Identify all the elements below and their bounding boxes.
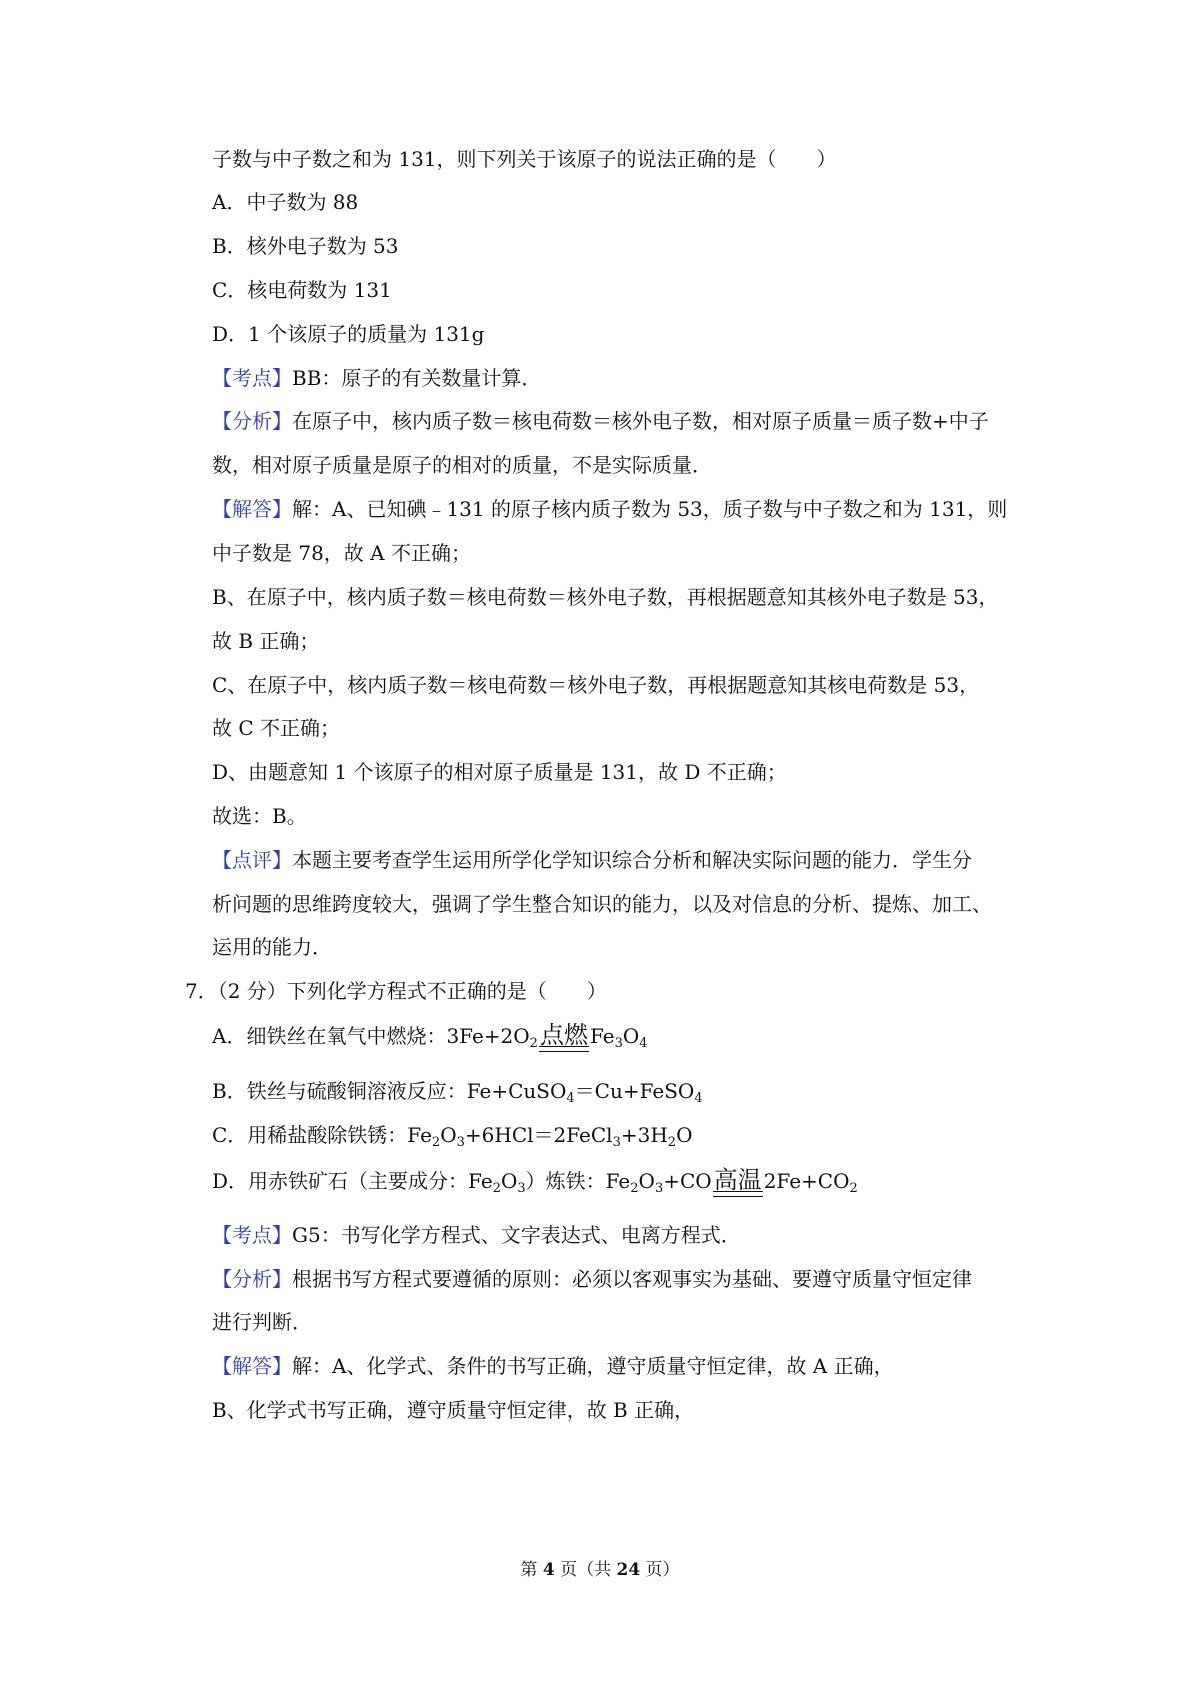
- page-number: 4: [542, 1560, 555, 1580]
- text: D．用赤铁矿石（主要成分：Fe: [212, 1169, 493, 1193]
- text: 根据书写方程式要遵循的原则：必须以客观事实为基础、要遵守质量守恒定律: [292, 1267, 972, 1291]
- q7-jieda-line: [212, 1352, 894, 1380]
- subscript: 3: [614, 1036, 623, 1051]
- q7-fenxi-line: [212, 1265, 972, 1293]
- text: G5：书写化学方程式、文字表达式、电离方程式．: [292, 1223, 741, 1247]
- text: 进行判断．: [212, 1310, 312, 1334]
- question-7-stem: [185, 977, 607, 1005]
- text: B．核外电子数为 53: [212, 234, 399, 258]
- text: 2Fe+CO: [763, 1169, 850, 1193]
- text: O: [638, 1169, 655, 1193]
- dianping-line-2: [212, 890, 992, 918]
- jieda-line: [212, 495, 1007, 523]
- text: D、由题意知 1 个该原子的相对原子质量是 131，故 D 不正确；: [212, 760, 787, 784]
- text: O: [676, 1123, 693, 1147]
- text: B．铁丝与硫酸铜溶液反应：Fe+CuSO: [212, 1079, 567, 1103]
- text: +6HCl＝2FeCl: [464, 1123, 613, 1147]
- text: Fe: [589, 1024, 615, 1048]
- q7-option-b: [212, 1077, 703, 1105]
- text: O: [622, 1024, 640, 1048]
- text: O: [440, 1123, 457, 1147]
- q7-option-c: [212, 1121, 692, 1149]
- text: 数，相对原子质量是原子的相对的质量，不是实际质量．: [212, 453, 712, 477]
- q7-option-d: [212, 1166, 858, 1195]
- text: 页（共: [554, 1560, 617, 1580]
- text: B、在原子中，核内质子数＝核电荷数＝核外电子数，再根据题意知其核外电子数是 53，: [212, 585, 999, 609]
- text: 解：A、已知碘﹣131 的原子核内质子数为 53，质子数与中子数之和为 131，则: [292, 497, 1008, 521]
- subscript: 3: [612, 1135, 621, 1150]
- text: D．1 个该原子的质量为 131g: [212, 322, 485, 346]
- q7-fenxi-line-2: [212, 1308, 312, 1336]
- text: 本题主要考查学生运用所学化学知识综合分析和解决实际问题的能力．学生分: [292, 848, 972, 872]
- text: C．用稀盐酸除铁锈：Fe: [212, 1123, 432, 1147]
- jieda-line-6: [212, 714, 340, 742]
- text: 故 C 不正确；: [212, 716, 341, 740]
- subscript: 3: [517, 1181, 526, 1196]
- page-footer: [0, 1558, 1200, 1582]
- q7-jieda-line-2: [212, 1396, 694, 1424]
- text: 解：A、化学式、条件的书写正确，遵守质量守恒定律，故 A 正确，: [292, 1354, 894, 1378]
- subscript: 2: [431, 1135, 441, 1150]
- subscript: 4: [566, 1091, 575, 1106]
- text: O: [500, 1169, 518, 1193]
- option-c: [212, 276, 392, 304]
- text: 析问题的思维跨度较大，强调了学生整合知识的能力，以及对信息的分析、提炼、加工、: [212, 892, 992, 916]
- jieda-line-4: [212, 627, 319, 655]
- reaction-condition: 点燃: [539, 1021, 588, 1049]
- text: 第: [520, 1560, 543, 1580]
- jieda-line-2: [212, 539, 471, 567]
- dianping-line: [212, 846, 972, 874]
- subscript: 2: [849, 1181, 858, 1196]
- text: A．中子数为 88: [212, 190, 359, 214]
- text: +3H: [620, 1123, 668, 1147]
- subscript: 4: [694, 1091, 703, 1106]
- subscript: 4: [639, 1036, 648, 1051]
- answer-choice: [212, 802, 307, 830]
- page-total: 24: [616, 1560, 641, 1580]
- option-a: [212, 188, 358, 216]
- option-b: [212, 232, 399, 260]
- label-fenxi: 【分析】: [212, 409, 292, 433]
- label-kaodian: 【考点】: [212, 1223, 292, 1247]
- text: C．核电荷数为 131: [212, 278, 392, 302]
- label-dianping: 【点评】: [212, 848, 292, 872]
- text: BB：原子的有关数量计算．: [292, 366, 542, 390]
- text: ）炼铁：Fe: [525, 1169, 631, 1193]
- subscript: 2: [492, 1181, 501, 1196]
- label-jieda: 【解答】: [212, 1354, 292, 1378]
- fenxi-line-2: [212, 451, 712, 479]
- label-jieda: 【解答】: [212, 497, 292, 521]
- jieda-line-7: [212, 758, 787, 786]
- text: +CO: [663, 1169, 712, 1193]
- subscript: 3: [654, 1181, 664, 1196]
- jieda-line-3: [212, 583, 999, 611]
- reaction-condition: 高温: [713, 1166, 762, 1194]
- text: ＝Cu+FeSO: [574, 1079, 695, 1103]
- text: 故选：B。: [212, 804, 307, 828]
- text: 子数与中子数之和为 131，则下列关于该原子的说法正确的是（ ）: [212, 147, 837, 171]
- text: 中子数是 78，故 A 不正确；: [212, 541, 471, 565]
- label-kaodian: 【考点】: [212, 366, 292, 390]
- jieda-line-5: [212, 671, 979, 699]
- kaodian-line: [212, 364, 541, 392]
- option-d: [212, 320, 484, 348]
- text: 故 B 正确；: [212, 629, 320, 653]
- q7-kaodian-line: [212, 1221, 741, 1249]
- label-fenxi: 【分析】: [212, 1267, 292, 1291]
- subscript: 2: [667, 1135, 677, 1150]
- subscript: 2: [529, 1036, 538, 1051]
- text: 页）: [640, 1560, 680, 1580]
- subscript: 2: [630, 1181, 639, 1196]
- text: A．细铁丝在氧气中燃烧：3Fe+2O: [212, 1024, 530, 1048]
- subscript: 3: [456, 1135, 465, 1150]
- dianping-line-3: [212, 933, 332, 961]
- text: 运用的能力．: [212, 935, 332, 959]
- fenxi-line: [212, 407, 989, 435]
- text: 7．（2 分）下列化学方程式不正确的是（ ）: [185, 979, 607, 1003]
- text: B、化学式书写正确，遵守质量守恒定律，故 B 正确，: [212, 1398, 695, 1422]
- question-6-stem-tail: [212, 145, 837, 173]
- q7-option-a: [212, 1021, 648, 1050]
- text: 在原子中，核内质子数＝核电荷数＝核外电子数，相对原子质量＝质子数+中子: [292, 409, 989, 433]
- text: C、在原子中，核内质子数＝核电荷数＝核外电子数，再根据题意知其核电荷数是 53，: [212, 673, 980, 697]
